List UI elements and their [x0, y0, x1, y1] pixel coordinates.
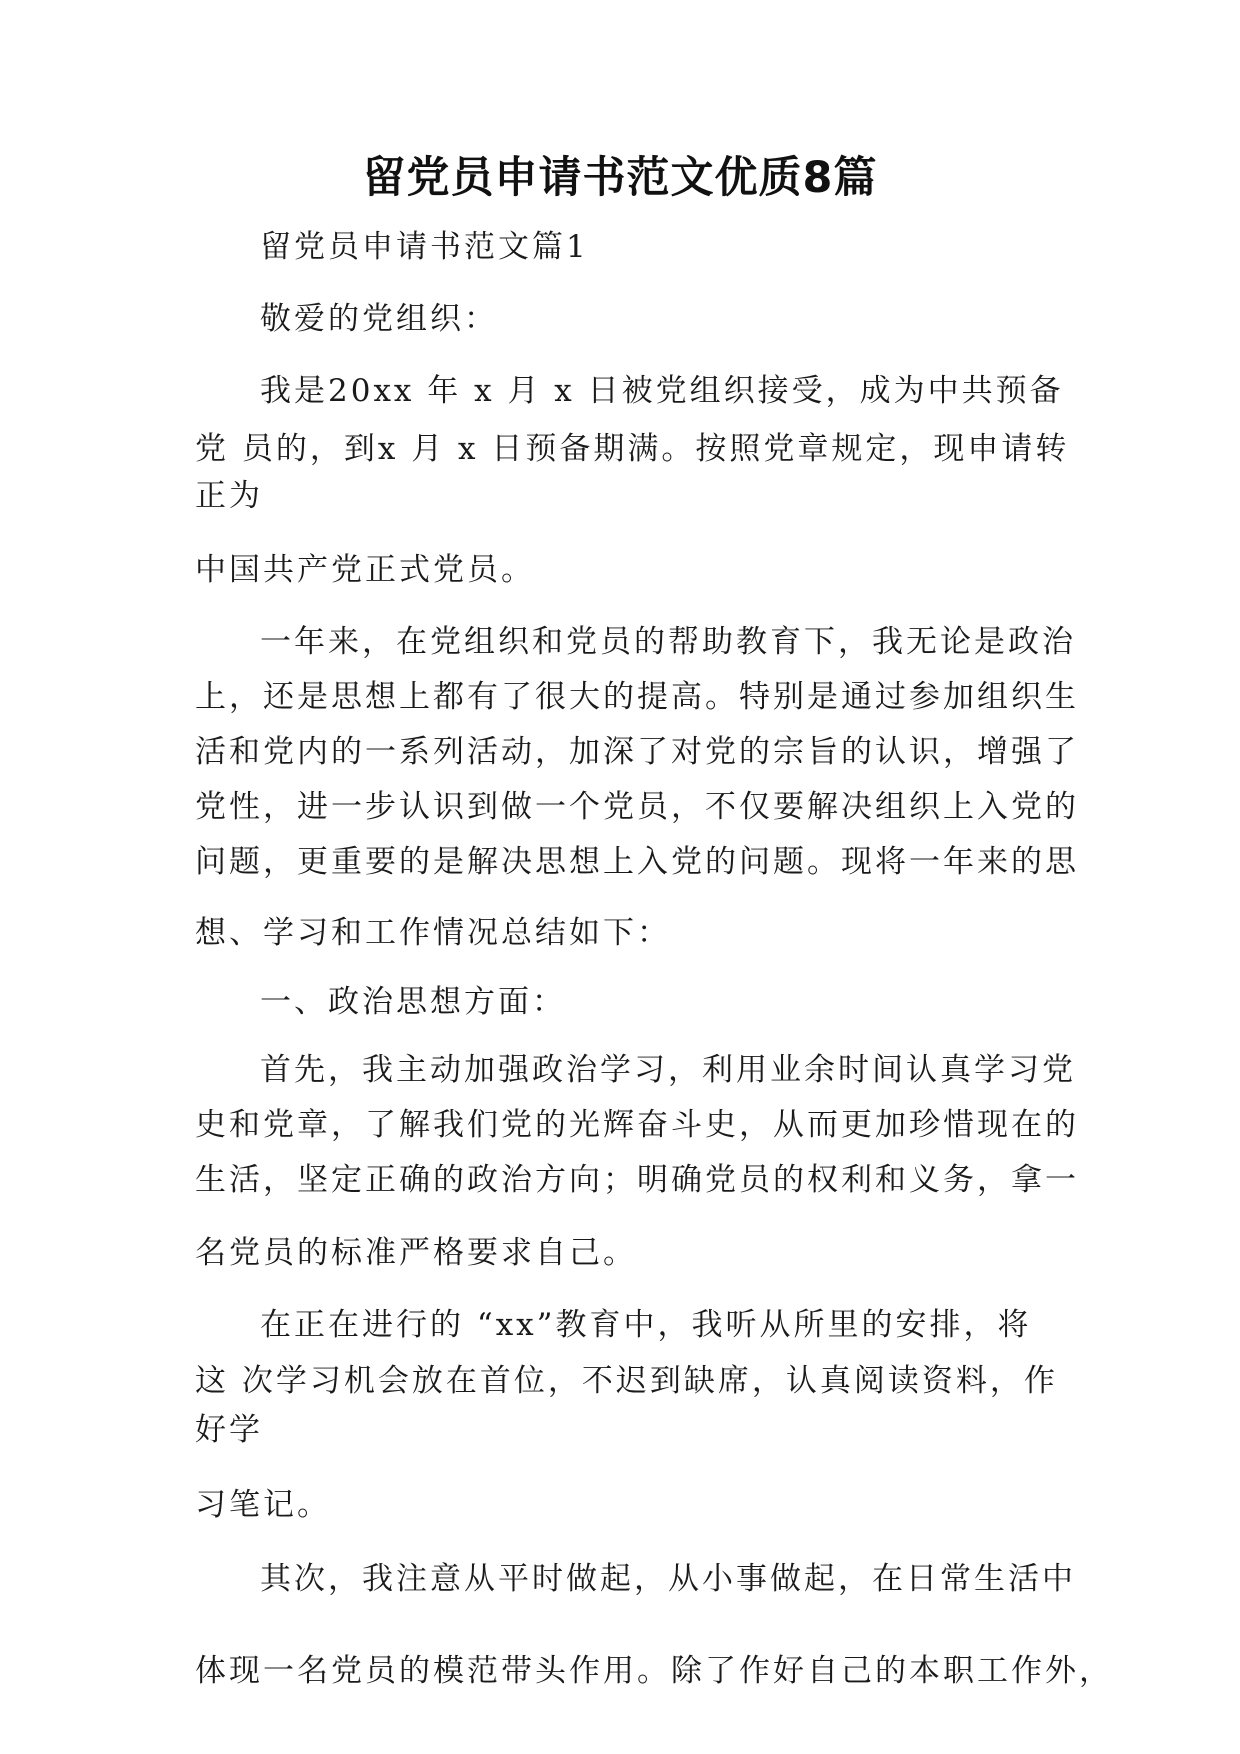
subtitle-line: 留党员申请书范文篇1 — [260, 229, 589, 265]
paragraph-line: 一年来，在党组织和党员的帮助教育下，我无论是政治 — [260, 624, 1076, 660]
paragraph-line: 好学 — [195, 1412, 263, 1448]
paragraph-line: 名党员的标准严格要求自己。 — [195, 1235, 637, 1271]
paragraph-line: 在正在进行的 “xx”教育中，我听从所里的安排，将 — [260, 1307, 1032, 1343]
paragraph-line: 这 次学习机会放在首位，不迟到缺席，认真阅读资料，作 — [195, 1363, 1058, 1399]
paragraph-line: 中国共产党正式党员。 — [195, 552, 535, 588]
paragraph-line: 问题，更重要的是解决思想上入党的问题。现将一年来的思 — [195, 844, 1079, 880]
section-heading: 一、政治思想方面： — [260, 984, 566, 1020]
paragraph-line: 史和党章，了解我们党的光辉奋斗史，从而更加珍惜现在的 — [195, 1107, 1079, 1143]
paragraph-line: 首先，我主动加强政治学习，利用业余时间认真学习党 — [260, 1052, 1076, 1088]
document-title: 留党员申请书范文优质8篇 — [362, 153, 878, 203]
salutation-line: 敬爱的党组织： — [260, 301, 498, 337]
paragraph-line: 习笔记。 — [195, 1487, 331, 1523]
paragraph-line: 上，还是思想上都有了很大的提高。特别是通过参加组织生 — [195, 679, 1079, 715]
paragraph-line: 其次，我注意从平时做起，从小事做起，在日常生活中 — [260, 1561, 1076, 1597]
paragraph-line: 党 员的，到x 月 x 日预备期满。按照党章规定，现申请转 — [195, 431, 1070, 467]
paragraph-line: 体现一名党员的模范带头作用。除了作好自己的本职工作外， — [195, 1653, 1113, 1689]
paragraph-line: 活和党内的一系列活动，加深了对党的宗旨的认识，增强了 — [195, 734, 1079, 770]
paragraph-line: 生活，坚定正确的政治方向；明确党员的权利和义务，拿一 — [195, 1162, 1079, 1198]
paragraph-line: 党性，进一步认识到做一个党员，不仅要解决组织上入党的 — [195, 789, 1079, 825]
paragraph-line: 想、学习和工作情况总结如下： — [195, 915, 671, 951]
paragraph-line: 正为 — [195, 478, 263, 514]
paragraph-line: 我是20xx 年 x 月 x 日被党组织接受，成为中共预备 — [260, 373, 1064, 409]
